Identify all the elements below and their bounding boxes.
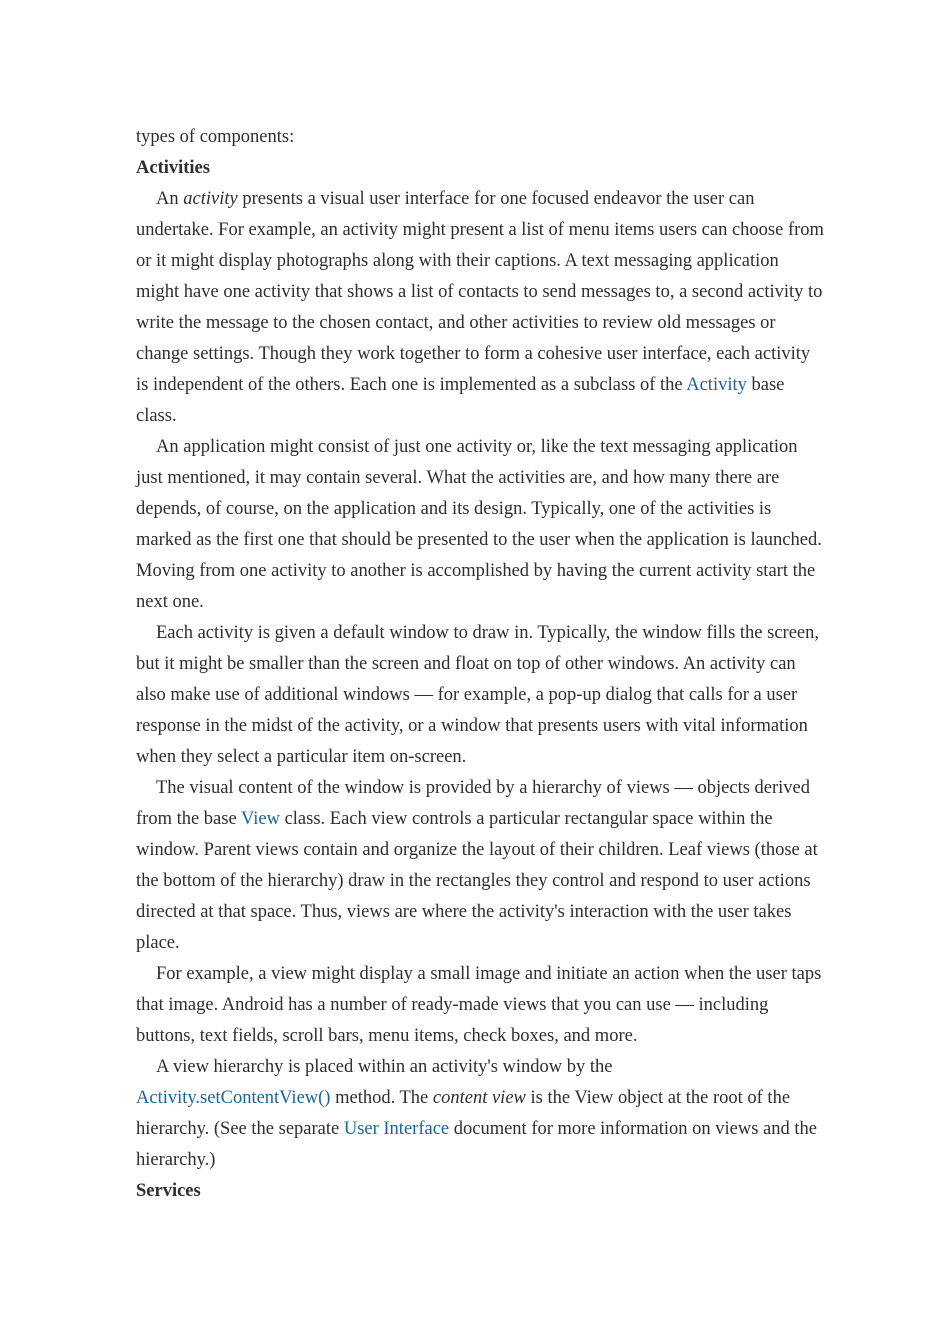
paragraph-application-activities: An application might consist of just one activity or, like the text messaging application just mentioned, it may contain several. What the activities are, and how many there are depends, of course, on the application and its design. Typically, one of the activities is marked as the first one that should be presented to the user when the application is launched. Moving from one activity to another is accomplished by having the current activity start the next one.: [136, 437, 822, 612]
view-class-link[interactable]: View: [240, 809, 280, 829]
document-page: [136, 122, 826, 1207]
p1-text-b: presents a visual user interface for one focused endeavor the user can undertake. For example, an activity might present a list of menu items users can choose from or it might display photographs along with their captions. A text messaging application might have one activity that shows a list of contacts to send messages to, a second activity to write the message to the chosen contact, and other activities to review old messages or change settings. Though they work together to form a cohesive user interface, each activity is independent of the others. Each one is implemented as a subclass of the: [136, 189, 824, 395]
set-content-view-link[interactable]: Activity.setContentView(): [136, 1088, 331, 1108]
paragraph-view-hierarchy: [136, 773, 826, 959]
heading-services: Services: [136, 1181, 201, 1201]
user-interface-link[interactable]: User Interface: [343, 1119, 450, 1139]
p1-text-a: An: [156, 189, 184, 209]
p6-text-c: is the View object at the root of the hierarchy. (See the separate: [136, 1088, 791, 1139]
p1-text-c: base class.: [136, 375, 785, 426]
p6-text-a: A view hierarchy is placed within an activity's window by the: [156, 1057, 613, 1077]
intro-line: types of components:: [136, 127, 295, 147]
heading-activities: Activities: [136, 158, 210, 178]
paragraph-content-view: [136, 1052, 826, 1176]
paragraph-activity-definition: [136, 184, 826, 432]
p4-text-a: The visual content of the window is provided by a hierarchy of views — objects derived from the base: [136, 778, 811, 829]
p4-text-b: class. Each view controls a particular rectangular space within the window. Parent views contain and organize the layout of their children. Leaf views (those at the bottom of the hierarchy) draw in the rectangles they control and respond to user actions directed at that space. Thus, views are where the activity's interaction with the user takes place.: [136, 809, 818, 953]
p1-emphasis-activity: activity: [183, 189, 238, 209]
p6-text-b: method. The: [330, 1088, 433, 1108]
paragraph-default-window: Each activity is given a default window to draw in. Typically, the window fills the screen, but it might be smaller than the screen and float on top of other windows. An activity can also make use of additional windows — for example, a pop-up dialog that calls for a user response in the midst of the activity, or a window that presents users with vital information when they select a particular item on-screen.: [136, 623, 819, 767]
p6-emphasis-content-view: content view: [432, 1088, 526, 1108]
activity-class-link[interactable]: Activity: [686, 375, 747, 395]
paragraph-ready-made-views: For example, a view might display a small image and initiate an action when the user taps that image. Android has a number of ready-made views that you can use — including buttons, text fields, scroll bars, menu items, check boxes, and more.: [136, 964, 822, 1046]
p6-text-d: document for more information on views and the hierarchy.): [136, 1119, 817, 1170]
